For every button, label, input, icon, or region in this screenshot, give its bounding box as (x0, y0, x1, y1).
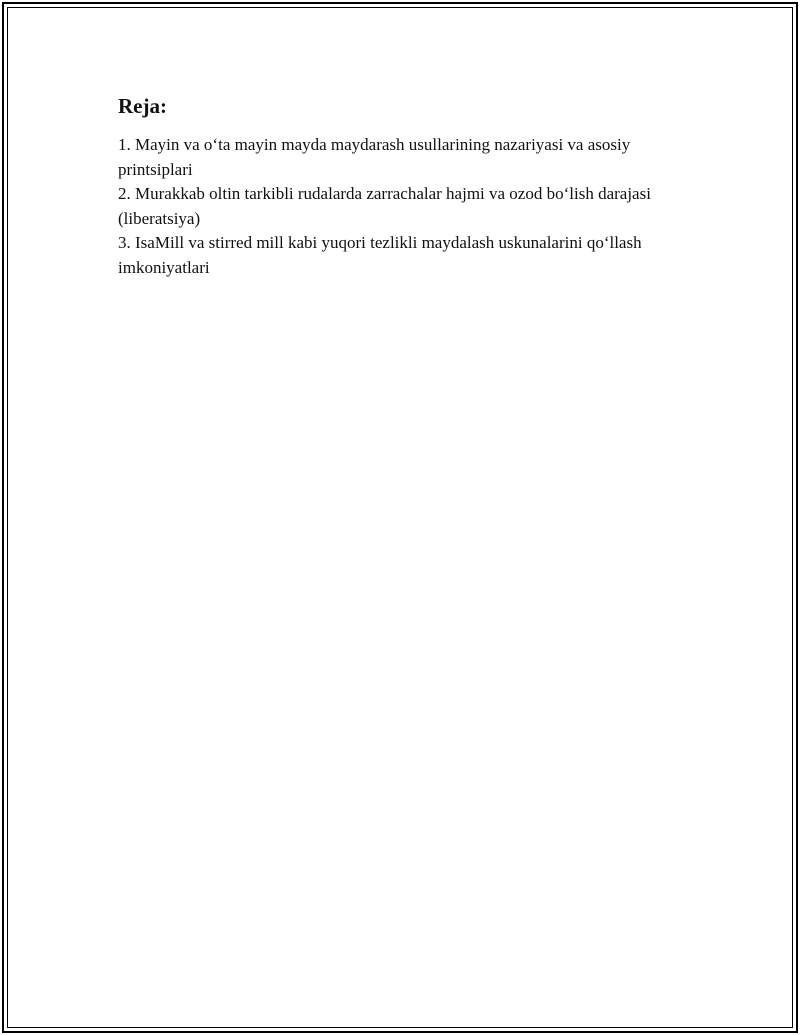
plan-item-2: 2. Murakkab oltin tarkibli rudalarda zarrachalar hajmi va ozod bo‘lish darajasi (liberatsiya) (118, 184, 651, 228)
document-body (118, 92, 698, 280)
plan-item-3: 3. IsaMill va stirred mill kabi yuqori tezlikli maydalash uskunalarini qo‘llash imkoniyatlari (118, 233, 642, 277)
plan-item-1: 1. Mayin va o‘ta mayin mayda maydarash usullarining nazariyasi va asosiy printsiplari (118, 135, 631, 179)
plan-heading: Reja: (118, 94, 167, 118)
plan-list (118, 133, 698, 280)
